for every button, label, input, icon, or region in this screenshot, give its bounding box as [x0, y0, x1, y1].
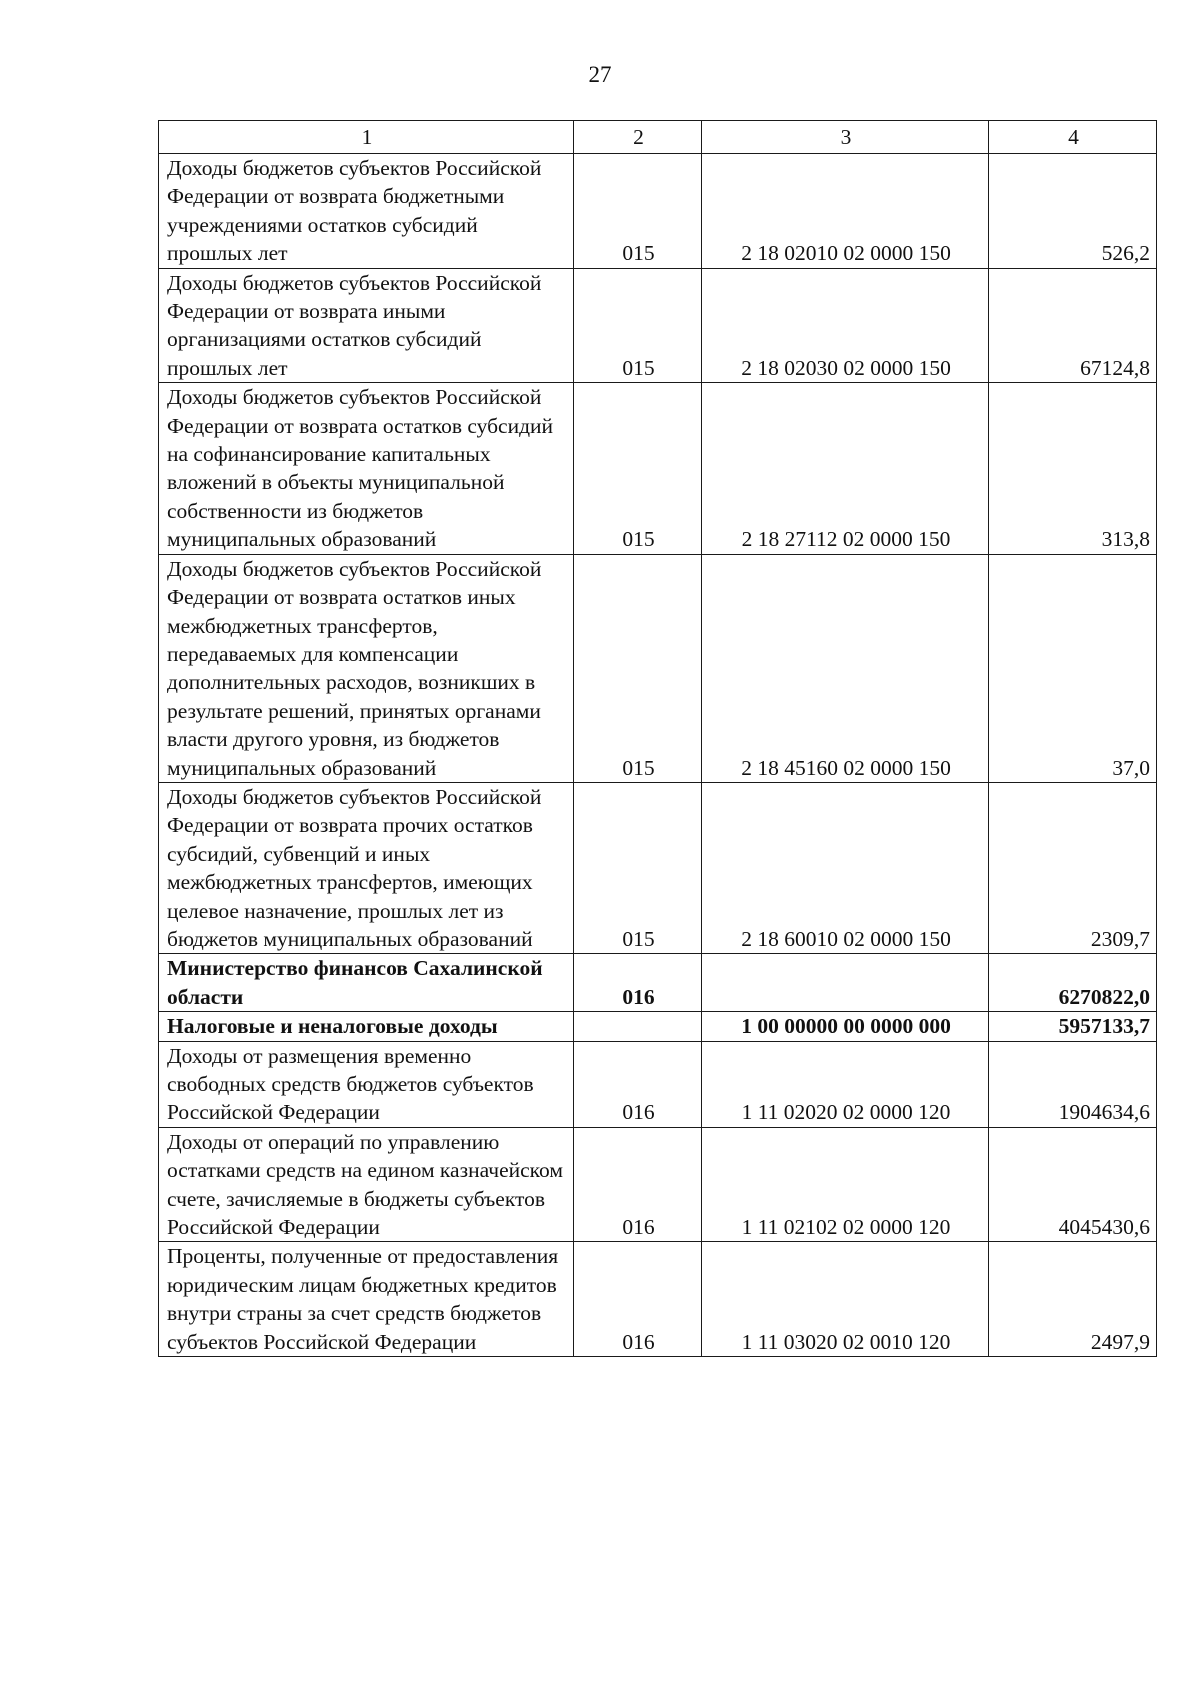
administrator-code: 015	[574, 782, 702, 953]
budget-classification-code: 1 11 02102 02 0000 120	[702, 1127, 989, 1242]
administrator-code: 015	[574, 268, 702, 383]
table-row	[159, 1012, 1157, 1041]
amount-value: 6270822,0	[989, 954, 1157, 1012]
column-header-3: 3	[702, 121, 989, 154]
administrator-code: 016	[574, 1041, 702, 1127]
budget-classification-code: 1 11 02020 02 0000 120	[702, 1041, 989, 1127]
table-row	[159, 554, 1157, 782]
budget-classification-code: 2 18 02030 02 0000 150	[702, 268, 989, 383]
amount-value: 4045430,6	[989, 1127, 1157, 1242]
revenue-description: Доходы бюджетов субъектов Российской Федерации от возврата остатков субсидий на софинансирование капитальных вложений в объекты муниципальной собственности из бюджетов муниципальных образований	[159, 383, 574, 554]
table-row	[159, 954, 1157, 1012]
table-row	[159, 1127, 1157, 1242]
administrator-code: 015	[574, 554, 702, 782]
budget-classification-code: 2 18 02010 02 0000 150	[702, 154, 989, 269]
budget-classification-code	[702, 954, 989, 1012]
amount-value: 313,8	[989, 383, 1157, 554]
table-row	[159, 154, 1157, 269]
table-row	[159, 1041, 1157, 1127]
amount-value: 37,0	[989, 554, 1157, 782]
amount-value: 1904634,6	[989, 1041, 1157, 1127]
amount-value: 67124,8	[989, 268, 1157, 383]
administrator-code: 015	[574, 154, 702, 269]
budget-revenue-table	[158, 120, 1157, 1357]
revenue-description: Министерство финансов Сахалинской области	[159, 954, 574, 1012]
revenue-description: Доходы от операций по управлению остатками средств на едином казначейском счете, зачисляемые в бюджеты субъектов Российской Федерации	[159, 1127, 574, 1242]
revenue-description: Проценты, полученные от предоставления юридическим лицам бюджетных кредитов внутри страны за счет средств бюджетов субъектов Российской Федерации	[159, 1242, 574, 1357]
column-header-1: 1	[159, 121, 574, 154]
budget-classification-code: 2 18 60010 02 0000 150	[702, 782, 989, 953]
budget-classification-code: 2 18 27112 02 0000 150	[702, 383, 989, 554]
revenue-description: Доходы бюджетов субъектов Российской Федерации от возврата бюджетными учреждениями остатков субсидий прошлых лет	[159, 154, 574, 269]
administrator-code: 016	[574, 1127, 702, 1242]
table-row	[159, 268, 1157, 383]
budget-classification-code: 1 00 00000 00 0000 000	[702, 1012, 989, 1041]
amount-value: 5957133,7	[989, 1012, 1157, 1041]
table-row	[159, 383, 1157, 554]
administrator-code: 016	[574, 1242, 702, 1357]
revenue-description: Доходы от размещения временно свободных средств бюджетов субъектов Российской Федерации	[159, 1041, 574, 1127]
budget-classification-code: 2 18 45160 02 0000 150	[702, 554, 989, 782]
revenue-description: Налоговые и неналоговые доходы	[159, 1012, 574, 1041]
column-header-4: 4	[989, 121, 1157, 154]
revenue-description: Доходы бюджетов субъектов Российской Федерации от возврата иными организациями остатков субсидий прошлых лет	[159, 268, 574, 383]
column-header-2: 2	[574, 121, 702, 154]
budget-classification-code: 1 11 03020 02 0010 120	[702, 1242, 989, 1357]
table-header-row	[159, 121, 1157, 154]
administrator-code: 015	[574, 383, 702, 554]
table-row	[159, 1242, 1157, 1357]
table-row	[159, 782, 1157, 953]
amount-value: 526,2	[989, 154, 1157, 269]
amount-value: 2497,9	[989, 1242, 1157, 1357]
administrator-code: 016	[574, 954, 702, 1012]
page-number: 27	[588, 62, 612, 87]
revenue-description: Доходы бюджетов субъектов Российской Федерации от возврата остатков иных межбюджетных трансфертов, передаваемых для компенсации дополнительных расходов, возникших в результате решений, принятых органами власти другого уровня, из бюджетов муниципальных образований	[159, 554, 574, 782]
amount-value: 2309,7	[989, 782, 1157, 953]
revenue-description: Доходы бюджетов субъектов Российской Федерации от возврата прочих остатков субсидий, субвенций и иных межбюджетных трансфертов, имеющих целевое назначение, прошлых лет из бюджетов муниципальных образований	[159, 782, 574, 953]
administrator-code	[574, 1012, 702, 1041]
